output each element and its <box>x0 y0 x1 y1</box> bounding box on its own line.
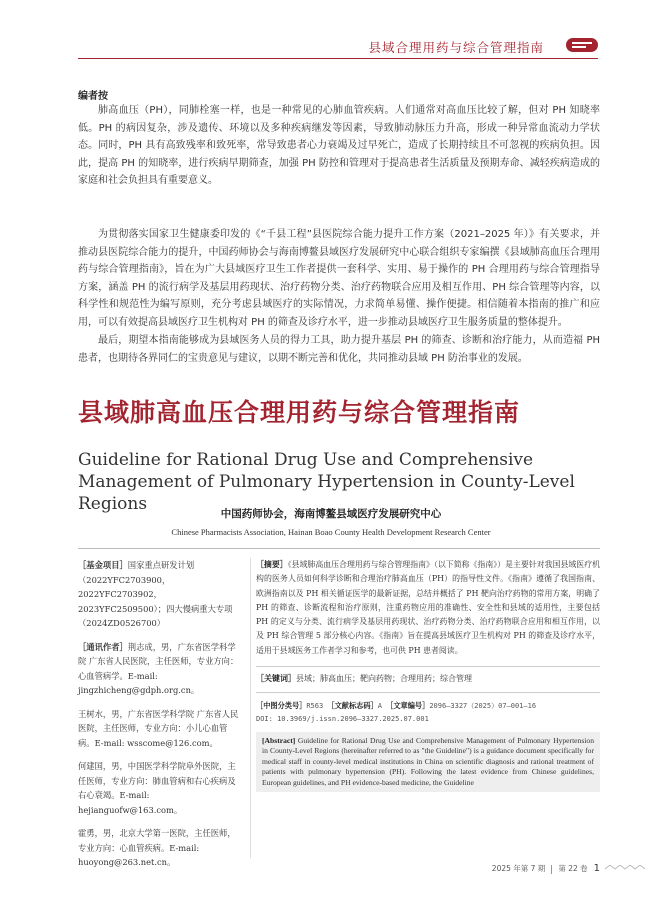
footer-divider <box>551 865 552 874</box>
article-number-value: 2096–3327（2025）07–001–16 <box>429 702 537 711</box>
fund-block <box>78 558 242 631</box>
clc-value: R563 <box>306 702 324 711</box>
doi: DOI: 10.3969/j.issn.2096–3327.2025.07.001 <box>256 715 429 724</box>
article-title-cn: 县域肺高血压合理用药与综合管理指南 <box>78 398 521 427</box>
article-meta <box>256 692 600 726</box>
page-number: 1 <box>593 863 600 874</box>
journal-logo-icon <box>566 36 598 54</box>
corresponding-label: ［通讯作者］ <box>78 641 128 652</box>
abstract-cn-label: ［摘要］ <box>256 560 288 569</box>
editor-note-paragraph-2: 为贯彻落实国家卫生健康委印发的《“千县工程”县医院综合能力提升工作方案（2021–2025 年）》有关要求，并推动县医院综合能力的提升，中国药师协会与海南博鳌县域医疗发展研究中心联合组织专家编撰《县域肺高血压合理用药与综合管理指南》，旨在为广大县域医疗卫生工作者提供一套科学、实用、易于操作的 PH 合理用药与综合管理指导方案，涵盖 PH 的流行病学及基层用药现状、治疗药物分类、治疗药物联合应用及相互作用、PH 综合管理等内容，以科学性和规范性为编写原则，充分考虑县域医疗的实际情况，力求简单易懂、操作便捷。相信随着本指南的推广和应用，可以有效提高县域医疗卫生机构对 PH 的筛查及诊疗水平，进一步推动县域医疗卫生服务质量的整体提升。 <box>78 229 600 328</box>
editor-note-heading: 编者按 <box>78 91 108 102</box>
author-info-item: 霍勇，男，北京大学第一医院，主任医师，专业方向：心血管疾病。E-mail: huoyong@263.net.cn。 <box>78 828 236 867</box>
keywords <box>256 666 600 684</box>
abstract-column <box>256 558 600 792</box>
abstract-cn-text: 《县域肺高血压合理用药与综合管理指南》（以下简称《指南》）是主要针对我国县域医疗机构的医务人员如何科学诊断和合理治疗肺高血压（PH）的指导性文件。《指南》遵循了我国指南、欧洲指南以及 PH 相关循证医学的最新证据，总结并概括了 PH 靶向治疗药物的常用方案，明确了 PH 的筛查、诊断流程和治疗原则，注重药物应用的准确性、安全性和县域的适用性，主要包括 PH 的定义与分类、流行病学及基层用药现状、治疗药物分类、治疗药物联合应用和相互作用，以及 PH 综合管理 5 部分核心内容。《指南》旨在提高县域医疗卫生机构对 PH 的筛查及诊疗水平，适用于县域医务工作者学习和参考，也可供 PH 患者阅读。 <box>256 560 600 655</box>
corresponding-author-block <box>78 640 242 698</box>
corresponding-text: 荆志成，男，广东省医学科学院 广东省人民医院，主任医师，专业方向：心血管病学。E-mail: jingzhicheng@gdph.org.cn。 <box>78 641 239 695</box>
abstract-en-text: Guideline for Rational Drug Use and Comprehensive Management of Pulmonary Hypertension in County-Level Regions (hereinafter referred to as "the Guideline") is a guidance document specifically for medical staff in county-level medical institutions in China on scientific diagnosis and rational treatment of patients with pulmonary hypertension (PH). Following the latest evidence from Chinese guidelines, European guidelines, and PH evidence-based medicine, the Guideline <box>262 736 594 787</box>
author-info-column <box>78 558 242 879</box>
clc-label: ［中图分类号］ <box>256 701 307 711</box>
meta-codes <box>256 699 600 713</box>
abstract-cn <box>256 558 600 658</box>
author-info-item: 王树水，男，广东省医学科学院 广东省人民医院，主任医师，专业方向：小儿心血管病。E-mail: wsscome@126.com。 <box>78 708 239 748</box>
authors-cn: 中国药师协会，海南博鳌县域医疗发展研究中心 <box>220 508 442 520</box>
header-rule <box>78 58 598 59</box>
title-separator <box>78 548 600 549</box>
article-title-en: Guideline for Rational Drug Use and Comprehensive Management of Pulmonary Hypertension in County-Level Regions <box>78 450 575 514</box>
running-header-title: 县域合理用药与综合管理指南 <box>368 40 544 55</box>
authors-en: Chinese Pharmacists Association, Hainan Boao County Health Development Research Center <box>171 527 491 537</box>
keywords-text: 县域；肺高血压；靶向药物；合理用药；综合管理 <box>296 674 472 684</box>
abstract-en <box>256 732 600 792</box>
fund-text: 国家重点研发计划（2022YFC2703900，2022YFC2703902，2023YFC2509500）；四大慢病重大专项（2024ZD0526700） <box>78 560 233 628</box>
editor-note-paragraph-1: 肺高血压（PH），同肺栓塞一样，也是一种常见的心肺血管疾病。人们通常对高血压比较了解，但对 PH 知晓率低。PH 的病因复杂，涉及遗传、环境以及多种疾病继发等因素，导致肺动脉压力升高，形成一种异常血流动力学状态。同时，PH 具有高致残率和致死率，常导致患者心力衰竭及过早死亡，造成了长期持续且不可忽视的疾病负担。因此，提高 PH 的知晓率，进行疾病早期筛查，加强 PH 防控和管理对于提高患者生活质量及预期寿命、减轻疾病造成的家庭和社会负担具有重要意义。 <box>78 105 600 187</box>
footer-decoration-icon <box>605 865 645 873</box>
keywords-label: ［关键词］ <box>256 674 296 684</box>
footer-volume: 第 22 卷 <box>558 864 588 873</box>
doc-code-value: A <box>377 702 382 711</box>
footer-issue: 2025 年第 7 期 <box>491 864 546 873</box>
author-info-item: 何建国，男，中国医学科学院阜外医院，主任医师，专业方向：肺血管病和右心疾病及右心衰竭。E-mail: hejianguofw@163.com。 <box>78 761 236 815</box>
column-divider <box>250 558 251 858</box>
editor-note-paragraph-3: 最后，期望本指南能够成为县域医务人员的得力工具，助力提升基层 PH 的筛查、诊断和治疗能力，从而造福 PH 患者，也期待各界同仁的宝贵意见与建议，以期不断完善和优化，共同推动县域 PH 防治事业的发展。 <box>78 335 600 364</box>
abstract-en-label: [Abstract] <box>262 736 296 746</box>
doc-code-label: ［文献标志码］ <box>327 701 378 711</box>
fund-label: ［基金项目］ <box>78 560 128 570</box>
page-footer <box>492 863 600 874</box>
article-number-label: ［文章编号］ <box>386 701 430 711</box>
